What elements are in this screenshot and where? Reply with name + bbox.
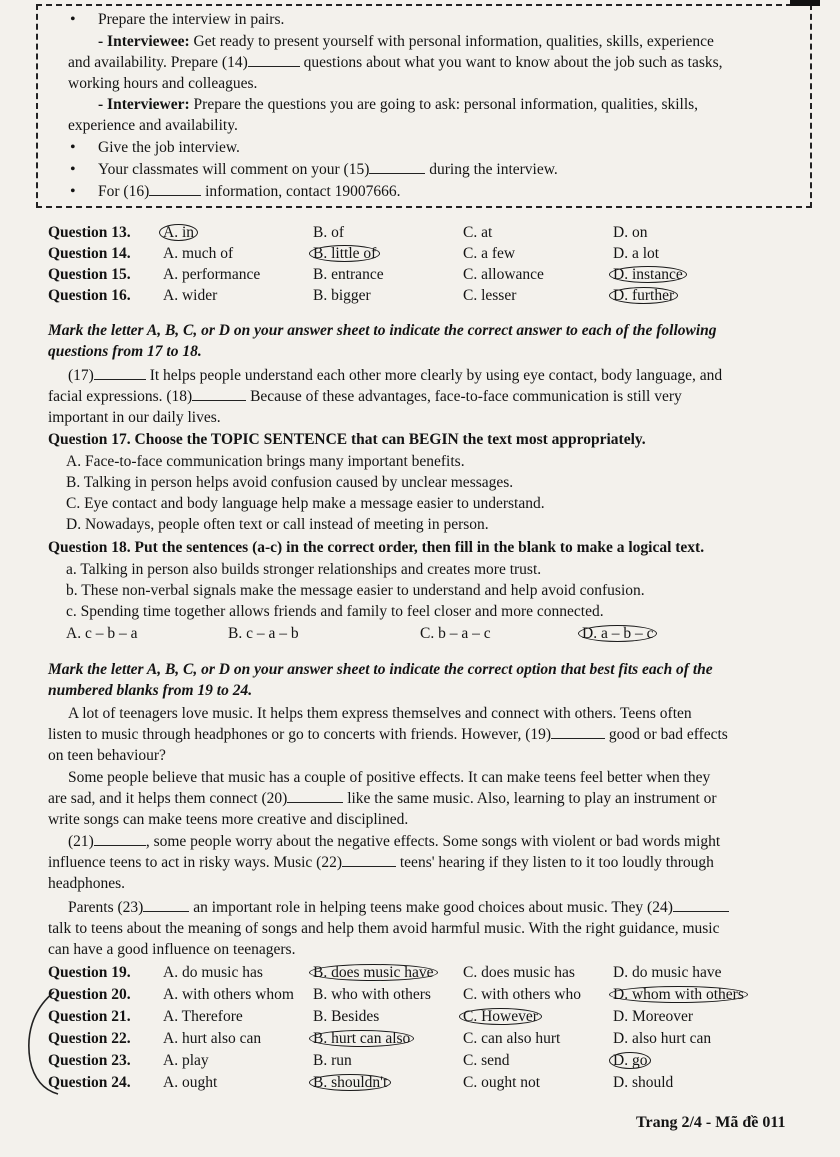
option-a[interactable]: A. Therefore xyxy=(163,1008,243,1025)
box-bullet-2: • Give the job interview. xyxy=(98,138,240,158)
option-d[interactable]: D. should xyxy=(613,1074,674,1091)
option-b[interactable]: B. entrance xyxy=(313,266,384,283)
option-d[interactable]: D. whom with others xyxy=(613,984,748,1005)
instruction-17-18-cont: questions from 17 to 18. xyxy=(48,343,202,360)
option-b[interactable]: B. run xyxy=(313,1052,352,1069)
box-interviewer-line-2: experience and availability. xyxy=(68,117,238,134)
question-18-title: Question 18. Put the sentences (a-c) in the correct order, then fill in the blank to make a logical text. xyxy=(48,539,705,556)
handwritten-bracket xyxy=(22,990,62,1100)
instruction-19-24-cont: numbered blanks from 19 to 24. xyxy=(48,682,253,699)
option-c[interactable]: C. lesser xyxy=(463,287,517,304)
corner-mark xyxy=(790,0,820,6)
question-label: Question 21. xyxy=(48,1008,131,1025)
question-row xyxy=(48,1072,808,1093)
passage-line: A lot of teenagers love music. It helps them express themselves and connect with others. Teens often xyxy=(68,705,692,722)
option-a[interactable]: A. ought xyxy=(163,1074,218,1091)
passage-line: headphones. xyxy=(48,875,126,892)
option-c[interactable]: C. at xyxy=(463,224,493,241)
q18-sentence-b: b. These non-verbal signals make the message easier to understand and help avoid confusion. xyxy=(66,582,645,599)
option-d[interactable]: D. Moreover xyxy=(613,1008,694,1025)
option-a[interactable]: A. with others whom xyxy=(163,986,294,1003)
instruction-17-18: Mark the letter A, B, C, or D on your answer sheet to indicate the correct answer to each of the following xyxy=(48,322,717,339)
option-b[interactable]: B. does music have xyxy=(313,962,438,983)
q17-option-d[interactable]: D. Nowadays, people often text or call instead of meeting in person. xyxy=(66,516,489,533)
text-17-line-2: facial expressions. (18) Because of these advantages, face-to-face communication is still very xyxy=(48,388,682,405)
question-row xyxy=(48,264,808,285)
passage-line: listen to music through headphones or go to concerts with friends. However, (19) good or bad effects xyxy=(48,726,728,743)
q17-option-c[interactable]: C. Eye contact and body language help make a message easier to understand. xyxy=(66,495,545,512)
passage-line: write songs can make teens more creative and disciplined. xyxy=(48,811,409,828)
option-a[interactable]: A. in xyxy=(163,222,198,243)
question-label: Question 20. xyxy=(48,986,131,1003)
question-row xyxy=(48,243,808,264)
option-b[interactable]: B. shouldn't xyxy=(313,1072,391,1093)
box-bullet-4: • For (16) information, contact 19007666. xyxy=(98,182,401,202)
passage-line: Parents (23) an important role in helping teens make good choices about music. They (24) xyxy=(68,898,729,918)
option-c[interactable]: C. can also hurt xyxy=(463,1030,561,1047)
question-label: Question 24. xyxy=(48,1074,131,1091)
option-c[interactable]: C. a few xyxy=(463,245,516,262)
instruction-19-24: Mark the letter A, B, C, or D on your answer sheet to indicate the correct option that best fits each of the xyxy=(48,661,713,678)
question-label: Question 14. xyxy=(48,245,131,262)
q17-option-a[interactable]: A. Face-to-face communication brings many important benefits. xyxy=(66,453,465,470)
box-interviewee-line-3: working hours and colleagues. xyxy=(68,75,258,92)
question-17-title: Question 17. Choose the TOPIC SENTENCE that can BEGIN the text most appropriately. xyxy=(48,431,646,448)
option-a[interactable]: A. performance xyxy=(163,266,261,283)
option-d[interactable]: D. a lot xyxy=(613,245,660,262)
passage-line: can have a good influence on teenagers. xyxy=(48,941,296,958)
question-label: Question 22. xyxy=(48,1030,131,1047)
text-17-line-1: (17) It helps people understand each other more clearly by using eye contact, body language, and xyxy=(68,367,723,384)
q17-option-b[interactable]: B. Talking in person helps avoid confusion caused by unclear messages. xyxy=(66,474,514,491)
box-interviewer-line: - Interviewer: Prepare the questions you are going to ask: personal information, qualities, skills, xyxy=(98,96,699,113)
question-label: Question 15. xyxy=(48,266,131,283)
box-bullet-1: • Prepare the interview in pairs. xyxy=(98,10,284,30)
box-bullet-3: • Your classmates will comment on your (15) during the interview. xyxy=(98,160,558,180)
question-row xyxy=(48,1006,808,1027)
option-c[interactable]: C. with others who xyxy=(463,986,581,1003)
question-row xyxy=(48,285,808,306)
question-label: Question 19. xyxy=(48,964,131,981)
passage-line: on teen behaviour? xyxy=(48,747,166,764)
option-d[interactable]: D. also hurt can xyxy=(613,1030,712,1047)
option-a[interactable]: A. play xyxy=(163,1052,209,1069)
question-18-options xyxy=(66,623,826,644)
option-a[interactable]: A. hurt also can xyxy=(163,1030,262,1047)
option-c[interactable]: C. b – a – c xyxy=(420,625,491,642)
passage-line: talk to teens about the meaning of songs and help them avoid harmful music. With the right guidance, music xyxy=(48,920,720,937)
option-a[interactable]: A. do music has xyxy=(163,964,263,981)
option-c[interactable]: C. However xyxy=(463,1006,542,1027)
question-label: Question 16. xyxy=(48,287,131,304)
option-b[interactable]: B. c – a – b xyxy=(228,625,299,642)
option-c[interactable]: C. ought not xyxy=(463,1074,541,1091)
option-b[interactable]: B. Besides xyxy=(313,1008,380,1025)
option-a[interactable]: A. wider xyxy=(163,287,218,304)
q18-sentence-a: a. Talking in person also builds stronger relationships and creates more trust. xyxy=(66,561,542,578)
text-17-line-3: important in our daily lives. xyxy=(48,409,221,426)
option-c[interactable]: C. does music has xyxy=(463,964,575,981)
question-row xyxy=(48,1028,808,1049)
option-c[interactable]: C. send xyxy=(463,1052,510,1069)
box-interviewee-line: - Interviewee: Get ready to present yourself with personal information, qualities, skills, experience xyxy=(98,33,714,50)
question-label: Question 13. xyxy=(48,224,131,241)
option-c[interactable]: C. allowance xyxy=(463,266,544,283)
question-label: Question 23. xyxy=(48,1052,131,1069)
option-b[interactable]: B. of xyxy=(313,224,344,241)
question-row xyxy=(48,984,808,1005)
option-d[interactable]: D. go xyxy=(613,1050,651,1071)
question-row xyxy=(48,1050,808,1071)
option-b[interactable]: B. bigger xyxy=(313,287,371,304)
page-footer: Trang 2/4 - Mã đề 011 xyxy=(636,1114,786,1131)
option-a[interactable]: A. much of xyxy=(163,245,234,262)
option-a[interactable]: A. c – b – a xyxy=(66,625,138,642)
option-d[interactable]: D. further xyxy=(613,285,678,306)
question-row xyxy=(48,222,808,243)
box-interviewee-line-2: and availability. Prepare (14) questions about what you want to know about the job such as tasks, xyxy=(68,54,723,71)
q18-sentence-c: c. Spending time together allows friends and family to feel closer and more connected. xyxy=(66,603,604,620)
option-b[interactable]: B. hurt can also xyxy=(313,1028,414,1049)
option-d[interactable]: D. instance xyxy=(613,264,687,285)
passage-line: (21) , some people worry about the negative effects. Some songs with violent or bad words might xyxy=(68,833,721,850)
passage-line: Some people believe that music has a couple of positive effects. It can make teens feel better when they xyxy=(68,769,711,786)
option-d[interactable]: D. on xyxy=(613,224,648,241)
option-b[interactable]: B. who with others xyxy=(313,986,431,1003)
option-b[interactable]: B. little of xyxy=(313,243,380,264)
passage-line: influence teens to act in risky ways. Music (22) teens' hearing if they listen to it too loudly through xyxy=(48,854,714,871)
passage-line: are sad, and it helps them connect (20) like the same music. Also, learning to play an instrument or xyxy=(48,790,717,807)
option-d[interactable]: D. do music have xyxy=(613,964,722,981)
option-d[interactable]: D. a – b – c xyxy=(582,623,657,644)
question-row xyxy=(48,962,808,983)
